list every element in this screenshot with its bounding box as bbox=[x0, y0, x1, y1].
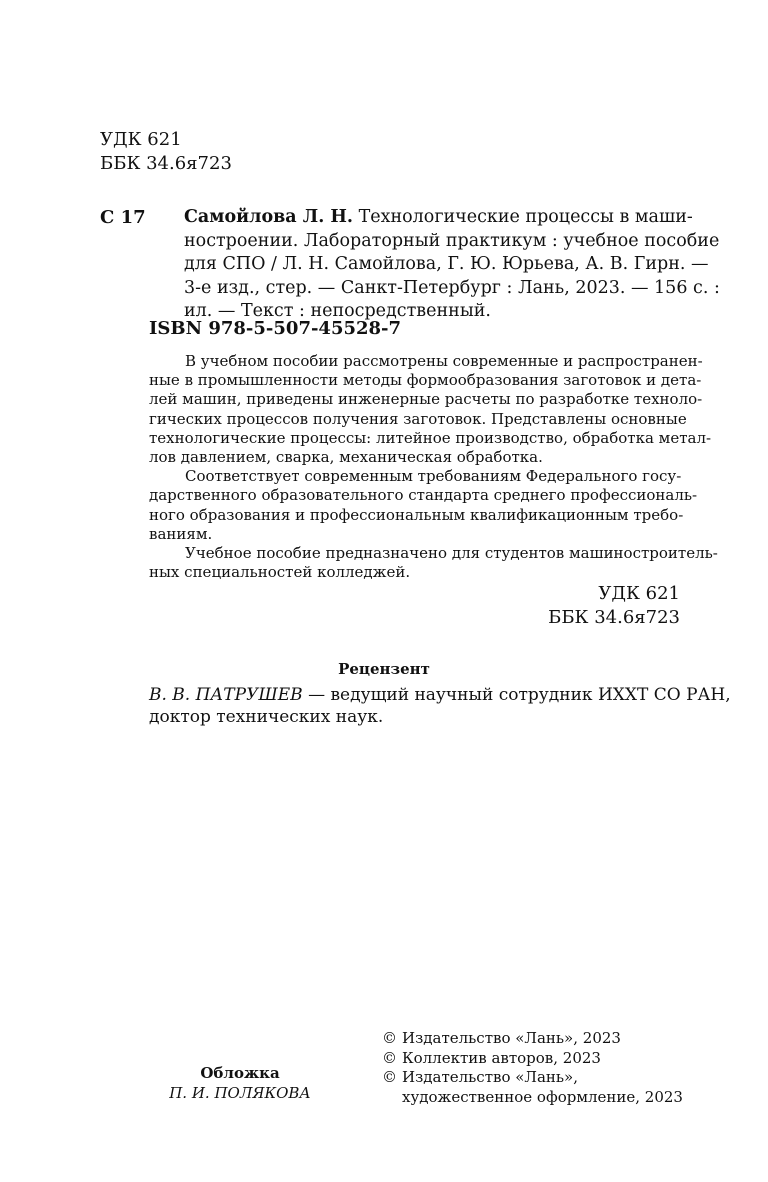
abstract-line: гических процессов получения заготовок. Представлены основные bbox=[149, 409, 687, 428]
copyright-text: Издательство «Лань», 2023 bbox=[402, 1029, 621, 1047]
reviewer-description: — ведущий научный сотрудник ИХХТ СО РАН, bbox=[302, 685, 731, 705]
cover-label: Обложка bbox=[200, 1064, 280, 1082]
copyright-block bbox=[382, 1029, 683, 1107]
abstract-line: ные в промышленности методы формообразования заготовок и дета- bbox=[149, 371, 702, 390]
cover-designer: П. И. ПОЛЯКОВА bbox=[169, 1083, 311, 1102]
bib-line: для СПО / Л. Н. Самойлова, Г. Ю. Юрьева, А. В. Гирн. — bbox=[184, 254, 709, 274]
abstract-line: ных специальностей колледжей. bbox=[149, 563, 411, 582]
abstract-line: ного образования и профессиональным квалификационным требо- bbox=[149, 505, 684, 524]
bib-title: Технологические процессы в маши- bbox=[353, 207, 693, 227]
bib-line: 3-е изд., стер. — Санкт-Петербург : Лань, 2023. — 156 с. : bbox=[184, 277, 720, 298]
copyright-line bbox=[382, 1049, 683, 1069]
bib-line bbox=[184, 206, 693, 230]
abstract-line: лей машин, приведены инженерные расчеты по разработке техноло- bbox=[149, 390, 703, 409]
udk-code: УДК 621 bbox=[598, 583, 680, 604]
bib-line: ил. — Текст : непосредственный. bbox=[184, 301, 491, 321]
abstract-line: технологические процессы: литейное производство, обработка метал- bbox=[149, 428, 712, 447]
copyright-icon: © bbox=[382, 1068, 397, 1086]
catalog-code: С 17 bbox=[100, 207, 146, 228]
reviewer-block bbox=[149, 684, 731, 728]
copyright-line bbox=[382, 1068, 683, 1088]
abstract bbox=[149, 352, 718, 582]
bibliographic-record bbox=[184, 206, 720, 324]
cover-credit bbox=[150, 1064, 330, 1103]
udk-block-top bbox=[100, 128, 232, 176]
isbn: ISBN 978-5-507-45528-7 bbox=[149, 318, 402, 339]
abstract-line: В учебном пособии рассмотрены современные и распространен- bbox=[185, 352, 703, 370]
reviewer-name: В. В. ПАТРУШЕВ bbox=[149, 685, 303, 705]
udk-block-bottom bbox=[548, 582, 680, 630]
copyright-text: Коллектив авторов, 2023 bbox=[402, 1048, 601, 1067]
abstract-line: Соответствует современным требованиям Федерального госу- bbox=[185, 467, 682, 486]
abstract-line: дарственного образовательного стандарта среднего профессиональ- bbox=[149, 486, 698, 505]
abstract-line: ваниям. bbox=[149, 524, 213, 543]
copyright-text: Издательство «Лань», bbox=[402, 1068, 579, 1086]
copyright-icon: © bbox=[382, 1048, 397, 1067]
reviewer-line bbox=[149, 684, 731, 706]
reviewer-degree: доктор технических наук. bbox=[149, 707, 384, 727]
reviewer-heading: Рецензент bbox=[338, 660, 430, 678]
udk-code: УДК 621 bbox=[100, 129, 182, 150]
bib-author: Самойлова Л. Н. bbox=[184, 207, 354, 227]
bbk-code: ББК 34.6я723 bbox=[548, 607, 680, 628]
copyright-icon: © bbox=[382, 1029, 397, 1047]
copyright-line bbox=[382, 1029, 683, 1049]
copyright-continuation: художественное оформление, 2023 bbox=[402, 1087, 683, 1106]
abstract-line: Учебное пособие предназначено для студентов машиностроитель- bbox=[185, 544, 718, 563]
bib-line: ностроении. Лабораторный практикум : учебное пособие bbox=[184, 230, 720, 251]
bbk-code: ББК 34.6я723 bbox=[100, 153, 232, 174]
abstract-line: лов давлением, сварка, механическая обработка. bbox=[149, 448, 543, 467]
